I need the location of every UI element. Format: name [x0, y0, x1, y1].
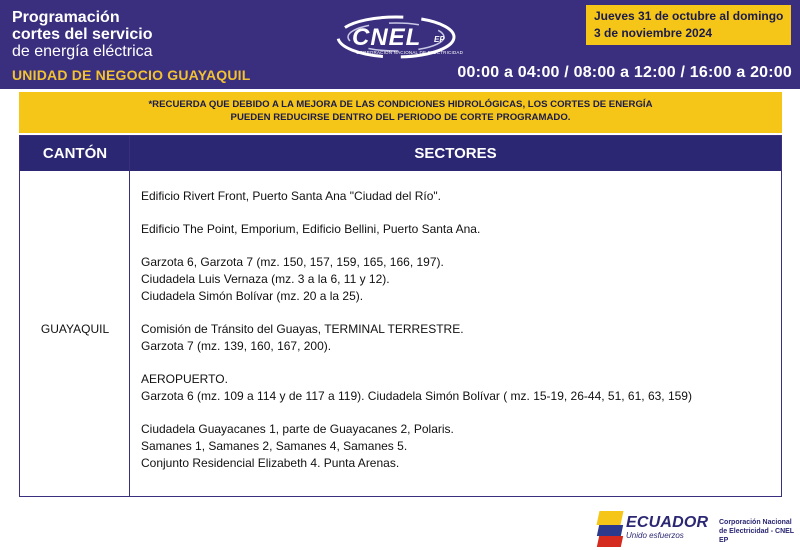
sector-group — [141, 421, 771, 472]
sector-group — [141, 188, 771, 205]
date-line-1: Jueves 31 de octubre al domingo — [594, 9, 784, 23]
footer-ecuador-logo — [626, 514, 708, 540]
schedule-table — [19, 135, 782, 497]
cnel-logo-icon — [334, 12, 474, 62]
header-sectores: SECTORES — [414, 145, 497, 162]
sector-line: Conjunto Residencial Elizabeth 4. Punta Arenas. — [141, 456, 400, 470]
title-line-1: Programación — [12, 9, 120, 26]
notice-banner — [19, 92, 782, 133]
header-banner — [0, 0, 800, 89]
ecuador-flag-icon — [598, 511, 622, 549]
logo-ep-text: EP — [434, 35, 445, 44]
sector-line: Comisión de Tránsito del Guayas, TERMINAL TERRESTRE. — [141, 322, 464, 336]
table-header — [20, 136, 781, 171]
sector-line: Ciudadela Luis Vernaza (mz. 3 a la 6, 11 y 12). — [141, 272, 390, 286]
title-line-3: de energía eléctrica — [12, 43, 153, 60]
logo-brand-text: CNEL — [352, 24, 422, 51]
title-line-2: cortes del servicio — [12, 26, 153, 43]
date-range-badge — [586, 5, 791, 45]
sector-line: Ciudadela Guayacanes 1, parte de Guayacanes 2, Polaris. — [141, 422, 454, 436]
sector-line: Garzota 7 (mz. 139, 160, 167, 200). — [141, 339, 332, 353]
sector-line: Edificio The Point, Emporium, Edificio Bellini, Puerto Santa Ana. — [141, 222, 481, 236]
footer-slogan: Unido esfuerzos — [626, 531, 684, 540]
sector-group — [141, 221, 771, 238]
sector-line: Edificio Rivert Front, Puerto Santa Ana "Ciudad del Río". — [141, 189, 442, 203]
notice-line-1: *RECUERDA QUE DEBIDO A LA MEJORA DE LAS CONDICIONES HIDROLÓGICAS, LOS CORTES DE ENERGÍA — [148, 99, 653, 110]
sectors-cell — [141, 188, 771, 488]
footer-corp-line-2: de Electricidad - CNEL EP — [719, 528, 794, 544]
canton-cell: GUAYAQUIL — [40, 322, 110, 336]
column-divider — [129, 136, 130, 496]
outage-hours: 00:00 a 04:00 / 08:00 a 12:00 / 16:00 a 20:00 — [457, 64, 792, 81]
logo-subtitle: CORPORACIÓN NACIONAL DE ELECTRICIDAD — [356, 50, 464, 55]
footer-country: ECUADOR — [626, 514, 709, 531]
date-line-2: 3 de noviembre 2024 — [594, 26, 713, 40]
sector-group — [141, 321, 771, 355]
header-canton: CANTÓN — [42, 145, 108, 162]
page-title — [12, 9, 153, 60]
sector-line: Garzota 6 (mz. 109 a 114 y de 117 a 119). Ciudadela Simón Bolívar ( mz. 15-19, 26-44, 51, 61, 63, 159) — [141, 389, 692, 403]
notice-line-2: PUEDEN REDUCIRSE DENTRO DEL PERIODO DE CORTE PROGRAMADO. — [230, 112, 571, 123]
footer-corp-line-1: Corporación Nacional — [719, 519, 792, 526]
sector-group — [141, 371, 771, 405]
business-unit-label: UNIDAD DE NEGOCIO GUAYAQUIL — [12, 67, 251, 83]
sector-line: Garzota 6, Garzota 7 (mz. 150, 157, 159, 165, 166, 197). — [141, 255, 444, 269]
sector-line: Samanes 1, Samanes 2, Samanes 4, Samanes 5. — [141, 439, 408, 453]
footer-corporation — [719, 518, 800, 545]
sector-group — [141, 254, 771, 305]
sector-line: Ciudadela Simón Bolívar (mz. 20 a la 25). — [141, 289, 364, 303]
sector-line: AEROPUERTO. — [141, 372, 228, 386]
